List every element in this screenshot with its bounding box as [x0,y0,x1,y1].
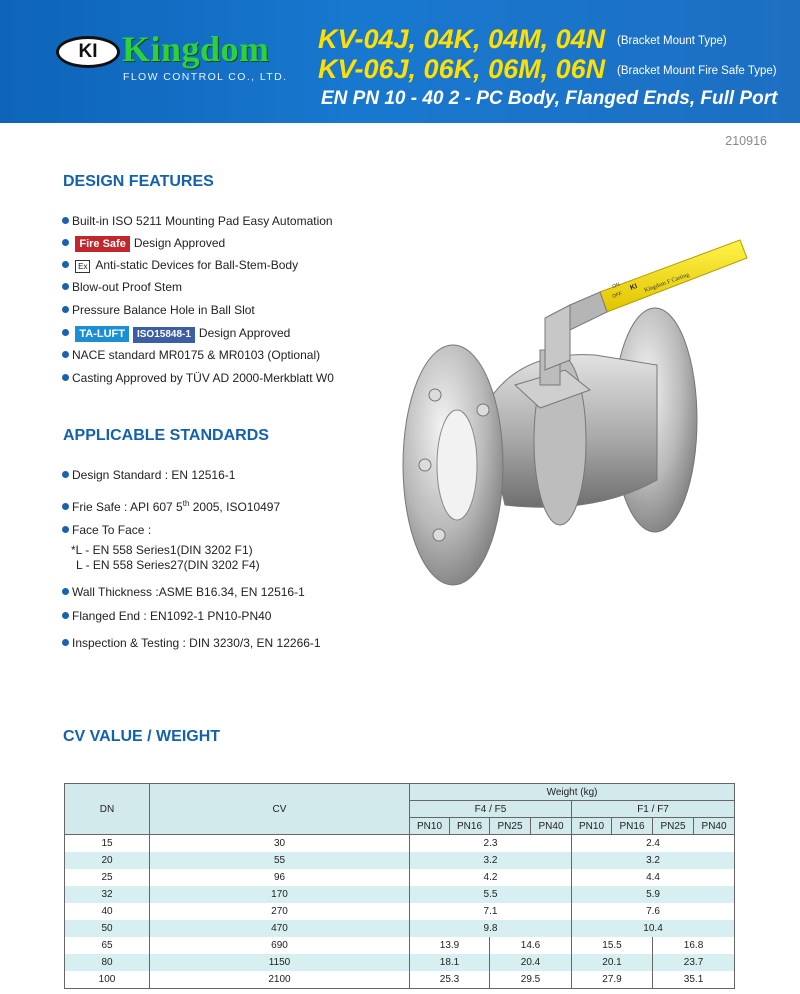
bolt-hole [477,404,489,416]
header-pn25: PN25 [653,818,694,835]
cell-weight-f4f5: 7.1 [410,903,572,920]
header-pn10: PN10 [572,818,612,835]
cell-weight-f1f7: 3.2 [572,852,735,869]
feature-blowout: Blow-out Proof Stem [62,280,182,294]
table-row [65,852,735,869]
standard-flanged-end: Flanged End : EN1092-1 PN10-PN40 [62,609,271,623]
feature-mounting: Built-in ISO 5211 Mounting Pad Easy Automation [62,214,333,228]
cell-cv: 470 [150,920,410,937]
bullet-icon [62,503,69,510]
yellow-handle [600,240,747,312]
feature-casting: Casting Approved by TÜV AD 2000-Merkblatt W0 [62,371,334,385]
ball-valve-image [395,230,785,590]
cv-weight-title: CV VALUE / WEIGHT [63,728,221,745]
cell-dn: 65 [65,937,150,954]
company-logo-mark: KI [56,36,120,68]
model-line-2: KV-06J, 06K, 06M, 06N [318,54,606,84]
header-cv: CV [150,784,410,835]
bullet-icon [62,639,69,646]
header-pn16: PN16 [612,818,653,835]
cell-weight-f1f7: 5.9 [572,886,735,903]
cell-cv: 1150 [150,954,410,971]
table-row [65,954,735,971]
applicable-standards-title: APPLICABLE STANDARDS [63,427,269,444]
feature-pressure: Pressure Balance Hole in Ball Slot [62,303,255,317]
cell-weight-f4f5-pn25-40: 20.4 [490,954,572,971]
face-to-face-line-1: *L - EN 558 Series1(DIN 3202 F1) [71,543,253,557]
bolt-hole [429,389,441,401]
standard-inspection: Inspection & Testing : DIN 3230/3, EN 12266-1 [62,636,321,650]
model-line-2-type: (Bracket Mount Fire Safe Type) [617,65,777,77]
cell-weight-f1f7-pn25-40: 35.1 [653,971,735,989]
cell-weight-f4f5: 4.2 [410,869,572,886]
bullet-icon [62,588,69,595]
header-banner [0,0,800,123]
cell-weight-f1f7-pn10-16: 20.1 [572,954,653,971]
cv-weight-table [64,783,735,989]
cell-weight-f4f5: 5.5 [410,886,572,903]
bullet-icon [62,306,69,313]
table-row [65,920,735,937]
header-pn16: PN16 [450,818,490,835]
bullet-icon [62,217,69,224]
cell-cv: 30 [150,835,410,853]
cell-dn: 80 [65,954,150,971]
fire-safe-badge: Fire Safe [75,236,129,252]
lever-neck [545,305,570,370]
cell-cv: 2100 [150,971,410,989]
cell-weight-f4f5-pn10-16: 18.1 [410,954,490,971]
header-pn10: PN10 [410,818,450,835]
bolt-hole [433,529,445,541]
bolt-hole [419,459,431,471]
table-row [65,886,735,903]
table-row [65,937,735,954]
flange-bore [437,410,477,520]
cell-cv: 55 [150,852,410,869]
bullet-icon [62,471,69,478]
bullet-icon [62,351,69,358]
bullet-icon [62,283,69,290]
cell-cv: 96 [150,869,410,886]
header-pn25: PN25 [490,818,531,835]
cell-dn: 100 [65,971,150,989]
cell-dn: 50 [65,920,150,937]
feature-fire-safe: Fire Safe Design Approved [62,236,225,252]
cell-weight-f4f5-pn10-16: 13.9 [410,937,490,954]
bullet-icon [62,374,69,381]
standard-face-to-face: Face To Face : [62,523,151,537]
header-group-f4-f5: F4 / F5 [410,801,572,818]
table-row [65,903,735,920]
standard-fire-safe: Frie Safe : API 607 5th 2005, ISO10497 [62,497,280,514]
cell-weight-f1f7-pn10-16: 15.5 [572,937,653,954]
bullet-icon [62,329,69,336]
standard-design: Design Standard : EN 12516-1 [62,468,235,482]
atex-ex-icon: Ex [75,260,90,273]
handle-label: Kingdom F Casting [643,272,691,294]
company-logo-subtitle: FLOW CONTROL CO., LTD. [123,71,288,83]
cell-weight-f1f7: 4.4 [572,869,735,886]
lever-arm [570,292,607,330]
bullet-icon [62,239,69,246]
cell-dn: 20 [65,852,150,869]
header-group-f1-f7: F1 / F7 [572,801,735,818]
bullet-icon [62,526,69,533]
cell-weight-f4f5-pn25-40: 14.6 [490,937,572,954]
cell-weight-f1f7: 10.4 [572,920,735,937]
bullet-icon [62,261,69,268]
face-to-face-line-2: L - EN 558 Series27(DIN 3202 F4) [76,558,260,572]
table-row [65,835,735,853]
table-row [65,971,735,989]
cell-cv: 270 [150,903,410,920]
cell-dn: 32 [65,886,150,903]
standard-wall-thickness: Wall Thickness :ASME B16.34, EN 12516-1 [62,585,305,599]
design-features-title: DESIGN FEATURES [63,173,214,190]
feature-ta-luft: TA-LUFT ISO15848-1 Design Approved [62,326,290,343]
header-pn40: PN40 [694,818,735,835]
document-code: 210916 [725,134,767,148]
handle-logo-mark: KI [629,282,639,292]
cell-dn: 40 [65,903,150,920]
header-dn: DN [65,784,150,835]
header-weight: Weight (kg) [410,784,735,801]
cell-dn: 15 [65,835,150,853]
feature-nace: NACE standard MR0175 & MR0103 (Optional) [62,348,320,362]
cell-cv: 170 [150,886,410,903]
cell-dn: 25 [65,869,150,886]
cell-weight-f4f5: 3.2 [410,852,572,869]
header-pn40: PN40 [531,818,572,835]
cell-weight-f1f7: 7.6 [572,903,735,920]
cell-weight-f1f7: 2.4 [572,835,735,853]
cell-weight-f4f5: 9.8 [410,920,572,937]
company-logo-name: Kingdom [122,29,270,69]
cell-weight-f4f5-pn10-16: 25.3 [410,971,490,989]
cell-weight-f1f7-pn25-40: 16.8 [653,937,735,954]
iso15848-badge: ISO15848-1 [133,327,195,343]
ta-luft-badge: TA-LUFT [75,326,129,342]
bullet-icon [62,612,69,619]
handle-off-label: OFF [611,290,624,300]
product-subtitle: EN PN 10 - 40 2 - PC Body, Flanged Ends, Full Port [321,88,778,109]
feature-antistatic: Ex Anti-static Devices for Ball-Stem-Body [62,258,298,273]
cell-weight-f1f7-pn10-16: 27.9 [572,971,653,989]
cell-weight-f1f7-pn25-40: 23.7 [653,954,735,971]
model-line-1-type: (Bracket Mount Type) [617,35,727,47]
handle-on-label: ON [611,281,621,290]
table-row [65,869,735,886]
model-line-1: KV-04J, 04K, 04M, 04N [318,24,606,54]
cell-weight-f4f5-pn25-40: 29.5 [490,971,572,989]
cell-cv: 690 [150,937,410,954]
cell-weight-f4f5: 2.3 [410,835,572,853]
